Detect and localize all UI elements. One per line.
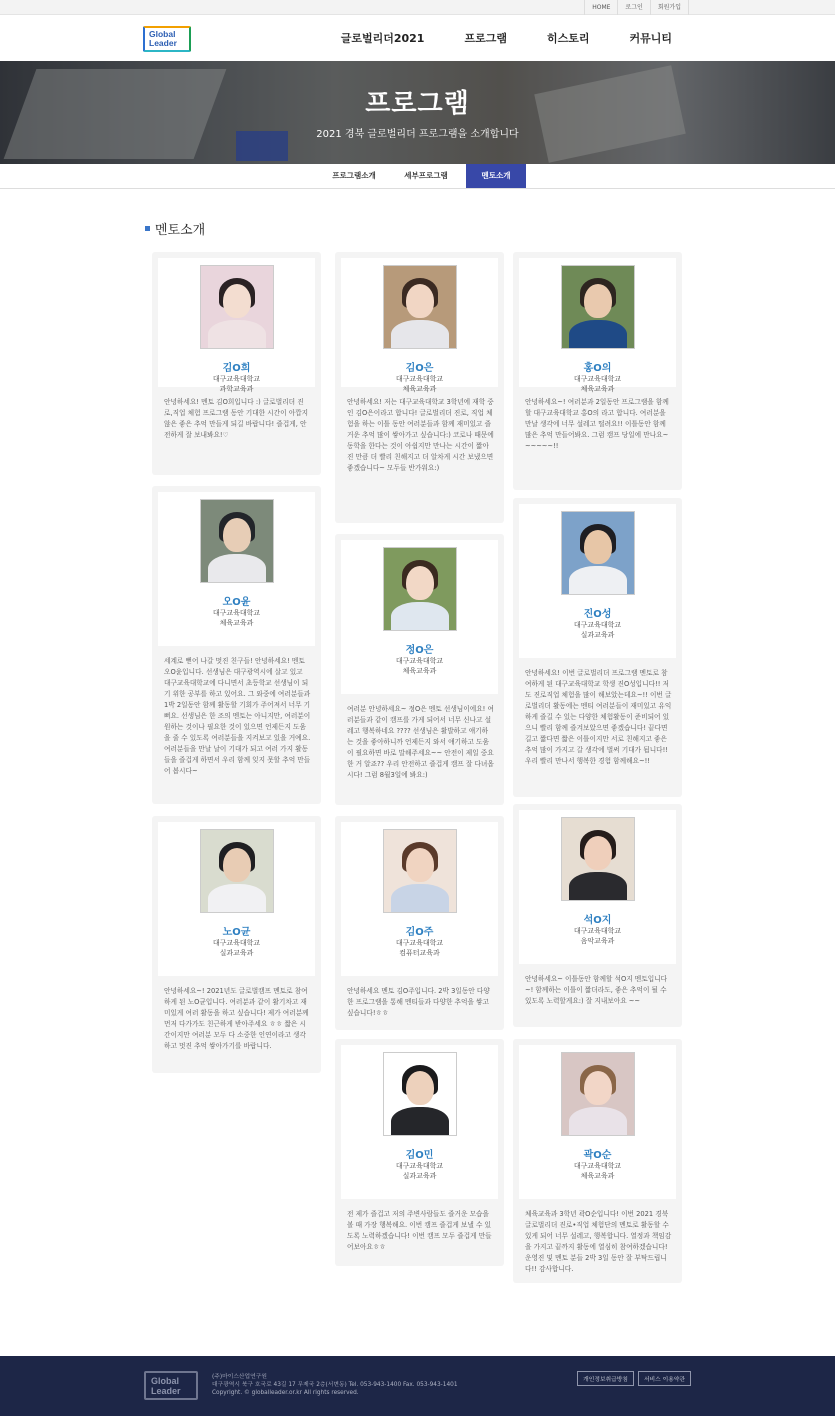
mentor-card-profile	[158, 258, 315, 393]
login-link[interactable]: 로그인	[617, 0, 649, 15]
mentor-card-profile	[341, 258, 498, 393]
mentor-photo	[200, 265, 274, 349]
tab-mentor-intro[interactable]: 멘토소개	[466, 164, 526, 188]
mentor-major: 실과교육과	[580, 631, 615, 639]
hero-title: 프로그램	[365, 89, 470, 119]
home-link[interactable]: HOME	[584, 0, 617, 15]
mentor-description: 안녕하세요! 이번 글로벌리더 프로그램 멘토로 참여하게 된 대구교육대학교 학생 진O성입니다!! 저도 진로직업 체험을 많이 해보았는데요~!! 이번 글로벌리더 활동에는 멘티 여러분들이 재미있고 유익하게 즐길 수 있는 다양한 체험활동이 준비되어 있으니 빨리 함께 즐겨보았으면 좋겠습니다! 끝다면 길고 짧다면 짧은 이틀이지만 서로 친해지고 좋은 추억 많이 가지고 갈 생각에 벌써 기대가 됩니다!! 우리 빨리 만나서 행복한 경험 함께해요~!!	[525, 669, 672, 765]
mentor-major: 체육교육과	[580, 385, 615, 393]
mentor-card	[335, 816, 504, 1030]
hero-subtitle: 2021 경북 글로벌리더 프로그램을 소개합니다	[316, 129, 519, 140]
sub-tabs-inner	[318, 164, 526, 188]
terms-of-service-button[interactable]: 서비스 이용약관	[638, 1371, 691, 1386]
mentor-major: 체육교육과	[580, 1172, 615, 1180]
mentor-card-profile	[341, 822, 498, 976]
section-title-text: 멘토소개	[155, 223, 206, 238]
mentor-card	[335, 252, 504, 523]
mentor-card	[152, 816, 321, 1073]
mentor-school: 대구교육대학교	[395, 939, 444, 947]
mentor-card-profile	[158, 492, 315, 646]
nav-program[interactable]: 프로그램	[464, 32, 507, 45]
mentor-photo	[383, 265, 457, 349]
mentor-name: 석O지	[583, 915, 612, 926]
mentor-card-profile	[519, 258, 676, 393]
mentor-major: 실과교육과	[402, 1172, 437, 1180]
logo-line2: Leader	[149, 38, 177, 48]
mentor-photo	[200, 829, 274, 913]
mentor-card	[513, 1039, 682, 1283]
logo-line1: Global	[149, 29, 176, 39]
mentor-name: 진O성	[583, 609, 612, 620]
mentor-photo	[561, 265, 635, 349]
mentor-card	[335, 534, 504, 805]
mentor-school: 대구교육대학교	[573, 621, 622, 629]
signup-link[interactable]: 회원가입	[650, 0, 689, 15]
mentor-school: 대구교육대학교	[212, 939, 261, 947]
footer-logo	[144, 1371, 198, 1400]
mentor-description: 안녕하세요 멘토 김O주입니다. 2박 3일동안 다양한 프로그램을 통해 멘티들과 다양한 추억을 쌓고 싶습니다!ㅎㅎ	[347, 987, 490, 1017]
mentor-photo	[561, 511, 635, 595]
mentor-school: 대구교육대학교	[573, 375, 622, 383]
mentor-card-profile	[341, 1045, 498, 1199]
mentor-photo	[383, 547, 457, 631]
mentor-description: 전 제가 즐겁고 저의 주변사람들도 즐거운 모습을 볼 때 가장 행복해요. 이번 캠프 즐겁게 보낼 수 있도록 노력하겠습니다! 이번 캠프 모두 즐겁게 만들어보아요ㅎㅎ	[347, 1210, 492, 1251]
mentor-card	[152, 486, 321, 804]
tab-detail-program[interactable]: 세부프로그램	[404, 171, 448, 180]
mentor-school: 대구교육대학교	[212, 609, 261, 617]
mentor-card	[513, 252, 682, 490]
footer-buttons	[577, 1371, 691, 1386]
site-footer	[0, 1356, 835, 1416]
mentor-name: 홍O의	[583, 363, 612, 374]
mentor-description: 안녕하세요! 저는 대구교육대학교 3학년에 재학 중인 김O은이라고 합니다! 글로벌리더 진로, 직업 체험을 하는 이틀 동안 여러분들과 함께 재미있고 즐거운 추억 많이 쌓아가고 싶습니다:) 코로나 때문에 동학을 한다는 것이 아쉽지만 만나는 시간이 짧아진 만큼 더 빨리 친해지고 더 알차게 시간 보냈으면 좋겠습니다~ 모두들 반가워요:)	[347, 398, 494, 472]
mentor-card-profile	[519, 1045, 676, 1199]
utility-links	[584, 0, 689, 15]
mentor-major: 컴퓨터교육과	[399, 949, 440, 957]
mentor-photo	[383, 1052, 457, 1136]
mentor-major: 체육교육과	[402, 667, 437, 675]
mentor-description: 세계로 뻗어 나갈 멋진 친구들! 안녕하세요! 멘토 오O윤입니다. 선생님은 대구광역시에 살고 있고 대구교육대학교에 다니면서 초등학교 선생님이 되기 위한 공부를 하고 있어요. 그 와중에 여러분들과 1박 2일동안 함께 활동할 기회가 주어져서 너무 기뻐요. 선생님은 한 조의 멘토는 아니지만, 여러분이 원하는 것이나 필요한 것이 있으면 언제든지 도움을 줄 수 있도록 여러분들을 지켜보고 있을 거예요. 여러분들을 만날 날이 기대가 되고 여러 가지 활동들을 즐겁게 하면서 우리 함께 잊지 못할 추억 만들어 봅시다~	[164, 657, 311, 775]
utility-bar	[0, 0, 835, 15]
mentor-major: 과학교육과	[219, 385, 254, 393]
tab-program-intro[interactable]: 프로그램소개	[332, 171, 376, 180]
mentor-school: 대구교육대학교	[395, 657, 444, 665]
hero-banner	[0, 61, 835, 164]
mentor-photo	[200, 499, 274, 583]
mentor-description: 안녕하세요~! 여러분과 2일동안 프로그램을 함께할 대구교육대학교 홍O의 라고 합니다. 여러분을 만날 생각에 너무 설레고 떨려요!! 이틀동안 함께 많은 추억 만들어봐요. 그럼 캠프 당일에 만나요~~~~~~!!	[525, 398, 669, 450]
nav-globalleader2021[interactable]: 글로벌리더2021	[340, 32, 425, 45]
mentor-description: 안녕하세요! 멘토 김O희입니다 :) 글로벌리더 진로,직업 체험 프로그램 동안 기대한 시간이 아깝지 않은 좋은 추억 만들게 되길 바랍니다! 즐겁게, 안전하게 잘 보내봐요!♡	[164, 398, 309, 439]
global-leader-logo[interactable]	[143, 26, 191, 52]
mentor-description: 체육교육과 3학년 곽O순입니다! 이번 2021 경북 글로벌리더 진로•직업 체험단의 멘토로 활동할 수 있게 되어 너무 설레고, 행복합니다. 열정과 책임감을 가지고 끝까지 활동에 열심히 참여하겠습니다! 운영진 및 멘토 분들 2박 3일 동안 잘 부탁드립니다!! 감사합니다.	[525, 1210, 672, 1273]
mentor-description: 여러분 안녕하세요~ 정O은 멘토 선생님이에요! 여러분들과 같이 캠프를 가게 되어서 너무 신나고 설레고 행복하네요 ???? 선생님은 활발하고 얘기하는 것을 좋아하니까 언제든지 와서 얘기하고 도움이 필요하면 바로 말해주세요~~ 안전이 제일 중요한 거 알죠?? 우리 안전하고 즐겁게 캠프 잘 다녀옵시다! 그럼 8월3일에 봐요:)	[347, 705, 494, 779]
mentor-photo	[561, 817, 635, 901]
mentor-major: 음악교육과	[580, 937, 615, 945]
footer-logo-line1: Global	[151, 1376, 180, 1386]
site-header	[0, 15, 835, 61]
mentor-card	[513, 804, 682, 1027]
mentor-photo	[383, 829, 457, 913]
mentor-school: 대구교육대학교	[573, 1162, 622, 1170]
mentor-card-profile	[341, 540, 498, 694]
main-nav	[341, 15, 672, 61]
mentor-name: 곽O순	[583, 1150, 612, 1161]
mentor-description: 안녕하세요~! 2021년도 글로벌캠프 멘토로 참여하게 된 노O균입니다. 여러분과 같이 활기차고 재미있게 여러 활동을 하고 싶습니다! 제가 여러분께 먼저 다가가도 친근하게 받아주세요 ㅎㅎ 짧은 시간이지만 여러분 모두 다 소중한 인연이라고 생각하고 멋진 추억 쌓아가기를 바랍니다.	[164, 987, 309, 1050]
mentor-card-profile	[158, 822, 315, 976]
mentor-card	[335, 1039, 504, 1266]
mentor-major: 체육교육과	[219, 619, 254, 627]
mentor-major: 체육교육과	[402, 385, 437, 393]
mentor-card	[513, 498, 682, 797]
footer-logo-line2: Leader	[151, 1386, 181, 1396]
mentor-photo	[561, 1052, 635, 1136]
footer-info	[212, 1373, 458, 1397]
mentor-major: 실과교육과	[219, 949, 254, 957]
mentor-name: 김O민	[405, 1150, 434, 1161]
nav-history[interactable]: 히스토리	[546, 32, 590, 45]
sub-tabs	[0, 164, 835, 189]
mentor-school: 대구교육대학교	[395, 1162, 444, 1170]
footer-copyright: Copyright. © globalleader.or.kr All rights reserved.	[212, 1390, 359, 1396]
mentor-school: 대구교육대학교	[395, 375, 444, 383]
mentor-card-profile	[519, 504, 676, 658]
mentor-school: 대구교육대학교	[573, 927, 622, 935]
mentor-name: 김O희	[222, 363, 251, 374]
mentor-name: 김O주	[405, 927, 434, 938]
mentor-name: 정O은	[405, 645, 434, 656]
mentor-name: 오O윤	[222, 597, 251, 608]
mentor-card-profile	[519, 810, 676, 964]
privacy-policy-button[interactable]: 개인정보취급방침	[577, 1371, 634, 1386]
mentor-name: 김O은	[405, 363, 434, 374]
footer-address: 대구광역시 북구 호국로 43길 17 무제국 2층(서변동) Tel. 053-943-1400 Fax. 053-943-1401	[212, 1382, 458, 1388]
footer-org: (주)마이스산업연구원	[212, 1374, 267, 1380]
mentor-name: 노O균	[222, 927, 251, 938]
mentor-school: 대구교육대학교	[212, 375, 261, 383]
mentor-description: 안녕하세요~ 이틀동안 함께할 석O지 멘토입니다~! 함께하는 이틀이 짧더라도, 좋은 추억이 될 수 있도록 노력할게요:) 잘 지내보아요 ~~	[525, 975, 668, 1005]
nav-community[interactable]: 커뮤니티	[629, 32, 672, 45]
section-title	[145, 219, 205, 238]
square-bullet-icon	[145, 226, 150, 231]
mentor-card	[152, 252, 321, 475]
